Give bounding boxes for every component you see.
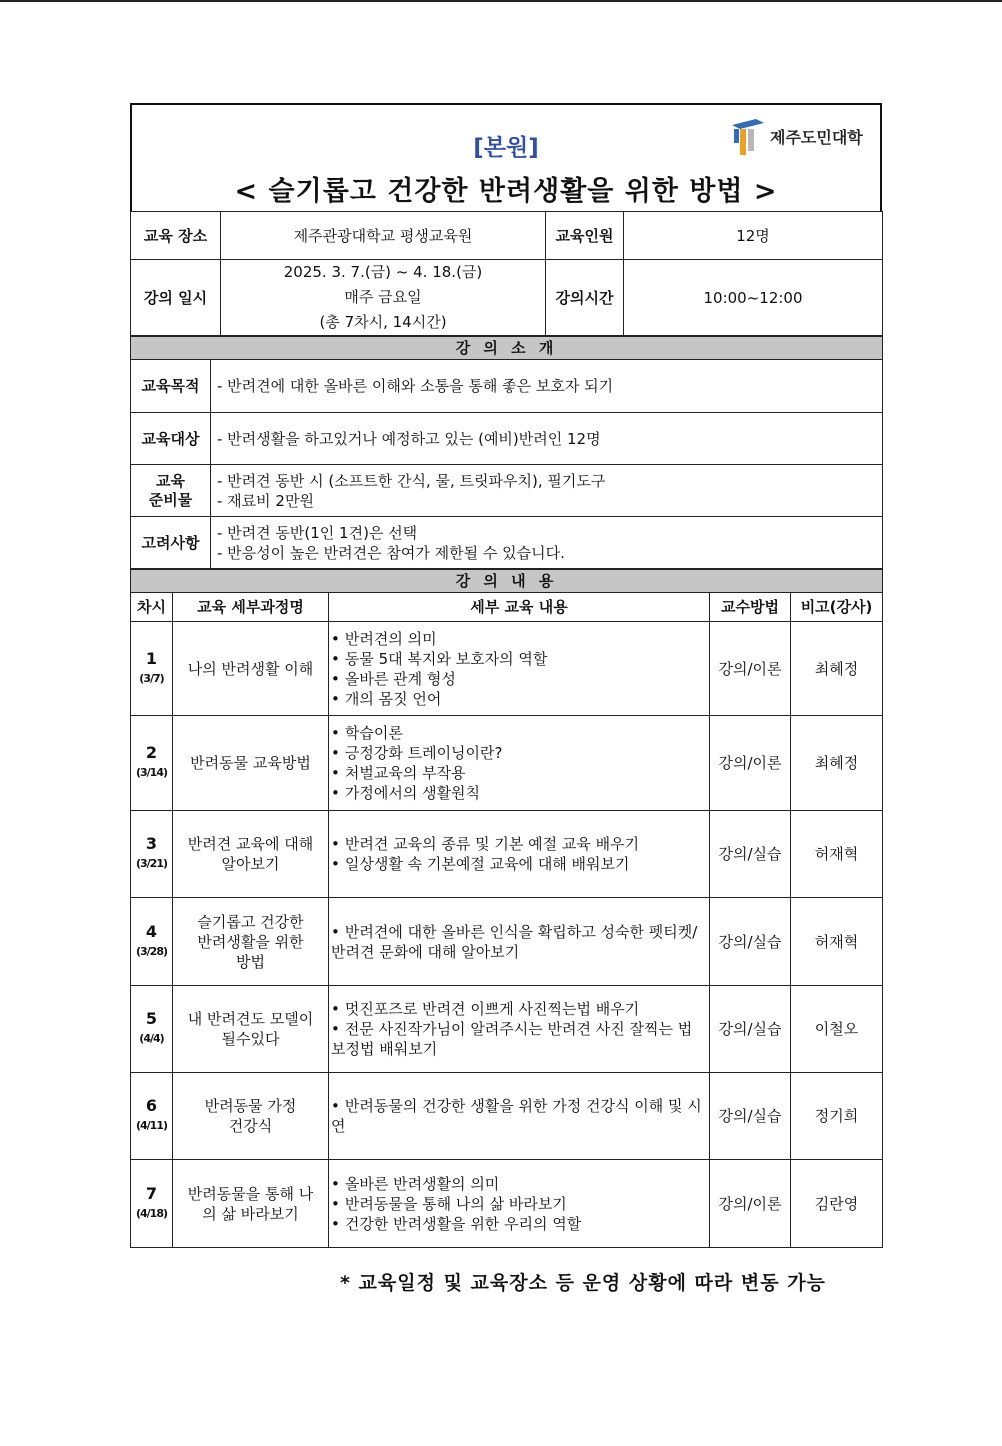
place-label: 교육 장소 [131, 212, 221, 260]
col-header-teacher: 비고(강사) [791, 593, 883, 622]
branch-label: [본원] [473, 135, 539, 161]
course-detail [329, 1073, 710, 1160]
course-detail [329, 1160, 710, 1248]
capacity-value: 12명 [624, 212, 883, 260]
document-header [130, 103, 882, 211]
session-no: 3 [145, 834, 158, 853]
detail-item: • 반려견에 대한 올바른 인식을 확립하고 성숙한 펫티켓/ 반려견 문화에 대해 알아보기 [331, 922, 703, 962]
detail-item: • 개의 몸짓 언어 [331, 689, 703, 709]
col-header-session: 차시 [131, 593, 173, 622]
session-number [131, 1160, 173, 1248]
logo-text: 제주도민대학 [770, 128, 863, 147]
date-value [221, 260, 546, 336]
capacity-label: 교육인원 [546, 212, 624, 260]
intro-value-supplies [211, 465, 883, 517]
session-no: 2 [145, 743, 158, 762]
session-date: (4/4) [139, 1032, 164, 1045]
detail-item: • 반려동물의 건강한 생활을 위한 가정 건강식 이해 및 시연 [331, 1096, 703, 1136]
detail-item: • 학습이론 [331, 723, 703, 743]
detail-item: • 동물 5대 복지와 보호자의 역할 [331, 649, 703, 669]
intro-line: - 재료비 2만원 [217, 491, 314, 510]
detail-item: • 반려동물을 통해 나의 삶 바라보기 [331, 1194, 703, 1214]
session-number [131, 622, 173, 716]
session-number [131, 811, 173, 898]
jeju-citizen-university-logo [730, 115, 878, 159]
session-number [131, 716, 173, 811]
course-name: 반려동물 가정 건강식 [173, 1073, 329, 1160]
course-detail [329, 622, 710, 716]
col-header-method: 교수방법 [710, 593, 791, 622]
teaching-method: 강의/이론 [710, 1160, 791, 1248]
session-number [131, 986, 173, 1073]
detail-item: • 건강한 반려생활을 위한 우리의 역할 [331, 1214, 703, 1234]
session-no: 6 [145, 1096, 158, 1115]
session-date: (4/11) [135, 1119, 168, 1132]
intro-line: - 반려생활을 하고있거나 예정하고 있는 (예비)반려인 12명 [217, 429, 601, 448]
detail-item: • 일상생활 속 기본예절 교육에 대해 배워보기 [331, 854, 703, 874]
detail-item: • 멋진포즈로 반려견 이쁘게 사진찍는법 배우기 [331, 999, 703, 1019]
detail-item: • 긍정강화 트레이닝이란? [331, 743, 703, 763]
place-value: 제주관광대학교 평생교육원 [221, 212, 546, 260]
instructor: 최혜정 [791, 716, 883, 811]
session-date: (4/18) [135, 1206, 168, 1220]
table-row [131, 811, 883, 898]
intro-label-notes: 고려사항 [131, 517, 211, 569]
detail-item: • 전문 사진작가님이 알려주시는 반려견 사진 잘찍는 법 보정법 배워보기 [331, 1019, 703, 1059]
table-row [131, 1160, 883, 1248]
date-label: 강의 일시 [131, 260, 221, 336]
course-name: 내 반려견도 모델이 될수있다 [173, 986, 329, 1073]
university-cap-logo-icon [730, 117, 766, 157]
session-no: 4 [145, 921, 158, 941]
teaching-method: 강의/이론 [710, 716, 791, 811]
intro-value-notes [211, 517, 883, 569]
course-detail [329, 811, 710, 898]
col-header-detail: 세부 교육 내용 [329, 593, 710, 622]
session-no: 5 [145, 1009, 158, 1028]
instructor: 허재혁 [791, 898, 883, 986]
detail-item: • 올바른 관계 형성 [331, 669, 703, 689]
content-band: 강 의 내 용 [131, 570, 883, 593]
intro-line: - 반응성이 높은 반려견은 참여가 제한될 수 있습니다. [217, 543, 565, 562]
session-date: (3/21) [135, 857, 168, 870]
session-no: 7 [145, 1183, 158, 1203]
teaching-method: 강의/실습 [710, 898, 791, 986]
course-detail [329, 716, 710, 811]
time-value: 10:00~12:00 [624, 260, 883, 336]
footer-note: * 교육일정 및 교육장소 등 운영 상황에 따라 변동 가능 [340, 1272, 826, 1294]
detail-item: • 올바른 반려생활의 의미 [331, 1174, 703, 1194]
course-name: 반려동물을 통해 나의 삶 바라보기 [173, 1160, 329, 1248]
instructor: 정기희 [791, 1073, 883, 1160]
table-row [131, 898, 883, 986]
course-document [130, 103, 882, 1248]
course-detail [329, 898, 710, 986]
instructor: 김란영 [791, 1160, 883, 1248]
col-header-course: 교육 세부과정명 [173, 593, 329, 622]
session-date: (3/28) [135, 944, 168, 958]
intro-label-target: 교육대상 [131, 413, 211, 465]
teaching-method: 강의/이론 [710, 622, 791, 716]
intro-line: - 반려견에 대한 올바른 이해와 소통을 통해 좋은 보호자 되기 [217, 377, 614, 395]
date-total: (총 7차시, 14시간) [319, 313, 447, 331]
info-table [130, 211, 883, 336]
session-date: (3/14) [135, 766, 168, 779]
session-number [131, 898, 173, 986]
session-number [131, 1073, 173, 1160]
teaching-method: 강의/실습 [710, 1073, 791, 1160]
date-range: 2025. 3. 7.(금) ~ 4. 18.(금) [283, 263, 483, 281]
course-title: < 슬기롭고 건강한 반려생활을 위한 방법 > [234, 176, 778, 207]
table-row [131, 716, 883, 811]
teaching-method: 강의/실습 [710, 811, 791, 898]
intro-label-purpose: 교육목적 [131, 360, 211, 413]
instructor: 이철오 [791, 986, 883, 1073]
intro-value-target [211, 413, 883, 465]
date-weekday: 매주 금요일 [344, 288, 422, 306]
course-detail [329, 986, 710, 1073]
intro-value-purpose [211, 360, 883, 413]
teaching-method: 강의/실습 [710, 986, 791, 1073]
intro-line: - 반려견 동반 시 (소프트한 간식, 물, 트릿파우치), 필기도구 [217, 471, 606, 490]
detail-item: • 가정에서의 생활원칙 [331, 783, 703, 803]
detail-item: • 처벌교육의 부작용 [331, 763, 703, 783]
instructor: 최혜정 [791, 622, 883, 716]
table-row [131, 986, 883, 1073]
session-date: (3/7) [139, 671, 164, 685]
content-table [130, 569, 883, 1248]
course-name: 나의 반려생활 이해 [173, 622, 329, 716]
intro-band: 강 의 소 개 [131, 337, 883, 360]
table-row [131, 1073, 883, 1160]
intro-label-supplies: 교육 준비물 [131, 465, 211, 517]
top-border-line [0, 0, 1002, 2]
intro-line: - 반려견 동반(1인 1견)은 선택 [217, 523, 418, 542]
detail-item: • 반려견 교육의 종류 및 기본 예절 교육 배우기 [331, 834, 703, 854]
session-no: 1 [145, 648, 158, 668]
course-name: 슬기롭고 건강한 반려생활을 위한 방법 [173, 898, 329, 986]
intro-table [130, 336, 883, 569]
instructor: 허재혁 [791, 811, 883, 898]
time-label: 강의시간 [546, 260, 624, 336]
course-name: 반려동물 교육방법 [173, 716, 329, 811]
table-row [131, 622, 883, 716]
detail-item: • 반려견의 의미 [331, 629, 703, 649]
course-name: 반려견 교육에 대해 알아보기 [173, 811, 329, 898]
